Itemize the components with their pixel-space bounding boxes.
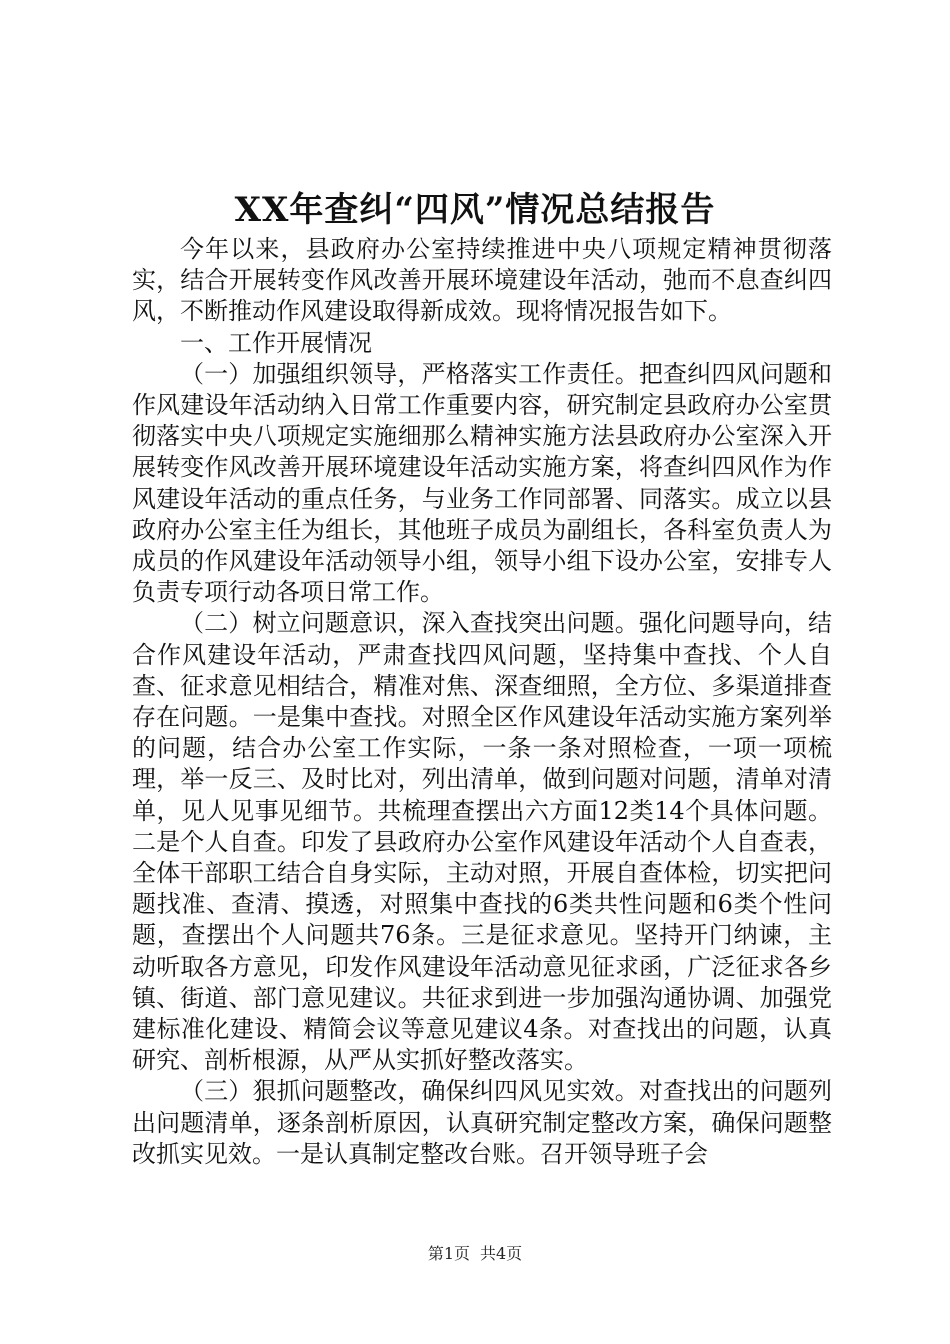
document-body <box>132 234 832 1170</box>
paragraph-intro: 今年以来，县政府办公室持续推进中央八项规定精神贯彻落实，结合开展转变作风改善开展环境建设年活动，弛而不息查纠四风，不断推动作风建设取得新成效。现将情况报告如下。 <box>132 235 832 326</box>
page-number: 第1页 <box>427 1244 470 1263</box>
paragraph-rectification: （三）狠抓问题整改，确保纠四风见实效。对查找出的问题列出问题清单，逐条剖析原因，认真研究制定整改方案，确保问题整改抓实见效。一是认真制定整改台账。召开领导班子会 <box>132 1077 832 1168</box>
document-title: XX年查纠“四风”情况总结报告 <box>234 190 716 230</box>
paragraph-problem-finding: （二）树立问题意识，深入查找突出问题。强化问题导向，结合作风建设年活动，严肃查找四风问题，坚持集中查找、个人自查、征求意见相结合，精准对焦、深查细照，全方位、多渠道排查存在问题。一是集中查找。对照全区作风建设年活动实施方案列举的问题，结合办公室工作实际，一条一条对照检查，一项一项梳理，举一反三、及时比对，列出清单，做到问题对问题，清单对清单，见人见事见细节。共梳理查摆出六方面12类14个具体问题。二是个人自查。印发了县政府办公室作风建设年活动个人自查表，全体干部职工结合自身实际，主动对照，开展自查体检，切实把问题找准、查清、摸透，对照集中查找的6类共性问题和6类个性问题，查摆出个人问题共76条。三是征求意见。坚持开门纳谏，主动听取各方意见，印发作风建设年活动意见征求函，广泛征求各乡镇、街道、部门意见建议。共征求到进一步加强沟通协调、加强党建标准化建设、精简会议等意见建议4条。对查找出的问题，认真研究、剖析根源，从严从实抓好整改落实。 <box>132 609 832 1075</box>
page-total: 共4页 <box>480 1244 523 1263</box>
paragraph-organization: （一）加强组织领导，严格落实工作责任。把查纠四风问题和作风建设年活动纳入日常工作重要内容，研究制定县政府办公室贯彻落实中央八项规定实施细那么精神实施方法县政府办公室深入开展转变作风改善开展环境建设年活动实施方案，将查纠四风作为作风建设年活动的重点任务，与业务工作同部署、同落实。成立以县政府办公室主任为组长，其他班子成员为副组长，各科室负责人为成员的作风建设年活动领导小组，领导小组下设办公室，安排专人负责专项行动各项日常工作。 <box>132 359 832 607</box>
section-heading: 一、工作开展情况 <box>180 328 372 357</box>
page-footer <box>0 1243 950 1265</box>
